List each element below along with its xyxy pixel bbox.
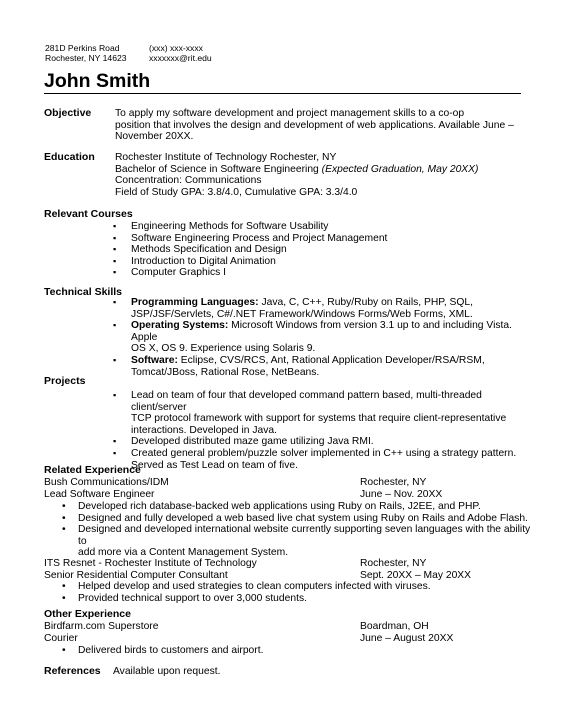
job-dates: June – Nov. 20XX <box>360 489 443 500</box>
project-text: TCP protocol framework with support for systems that require client-representative <box>131 413 507 425</box>
job-bullet-text: Designed and developed international website currently supporting seven languages with the ability to <box>78 524 531 547</box>
skill-label: Programming Languages: <box>131 297 259 308</box>
education-graduation: (Expected Graduation, May 20XX) <box>321 163 479 175</box>
job-bullet-text: add more via a Content Management System. <box>78 547 289 559</box>
job-title: Lead Software Engineer <box>44 489 155 500</box>
other-org: Birdfarm.com Superstore <box>44 621 159 632</box>
contact-city: Rochester, NY 14623 <box>45 53 127 63</box>
contact-email: xxxxxxx@rit.edu <box>149 53 212 63</box>
objective-heading: Objective <box>44 107 92 119</box>
contact-street: 281D Perkins Road <box>45 43 120 53</box>
skills-heading: Technical Skills <box>44 286 123 298</box>
education-school: Rochester Institute of Technology Rochester, NY <box>115 152 337 163</box>
skill-text: Eclipse, CVS/RCS, Ant, Rational Application Developer/RSA/RSM, <box>177 354 485 366</box>
education-degree-line <box>115 164 525 176</box>
project-item <box>131 448 531 471</box>
skill-text: OS X, OS 9. Experience using Solaris 9. <box>131 343 316 355</box>
related-heading: Related Experience <box>44 464 141 476</box>
education-concentration: Concentration: Communications <box>115 175 262 187</box>
other-title: Courier <box>44 633 78 644</box>
project-text: interactions. Developed in Java. <box>131 424 277 436</box>
references-text: Available upon request. <box>113 666 221 677</box>
job-bullet-text: Designed and fully developed a web based live chat system using Ruby on Rails and Adobe Flash. <box>78 512 528 524</box>
objective-line: position that involves the design and development of web applications. Available June – <box>115 119 514 131</box>
objective-line: November 20XX. <box>115 131 194 143</box>
course-item: ▪ Computer Graphics I <box>131 267 521 279</box>
other-location: Boardman, OH <box>360 621 429 632</box>
other-bullets <box>78 645 538 657</box>
job-org: ITS Resnet - Rochester Institute of Technology <box>44 558 257 569</box>
job-bullet <box>78 513 538 525</box>
job-bullet-text: Helped develop and used strategies to clean computers infected with viruses. <box>78 581 431 592</box>
project-text: Lead on team of four that developed command pattern based, multi-threaded client/server <box>131 390 482 413</box>
course-item: ▪ Software Engineering Process and Project Management <box>131 233 521 245</box>
resume-name: John Smith <box>44 70 151 92</box>
other-bullet <box>78 645 538 657</box>
skill-label: Operating Systems: <box>131 320 229 332</box>
job-bullet <box>78 501 538 513</box>
other-dates: June – August 20XX <box>360 633 454 644</box>
project-item <box>131 436 531 448</box>
projects-heading: Projects <box>44 375 86 387</box>
objective-line: To apply my software development and project management skills to a co-op <box>115 108 465 119</box>
contact-phone: (xxx) xxx-xxxx <box>149 43 203 53</box>
job-location: Rochester, NY <box>360 558 427 569</box>
course-item: ▪ Methods Specification and Design <box>131 244 521 256</box>
job-bullets <box>78 501 538 559</box>
job-bullet <box>78 524 538 559</box>
skill-item <box>131 320 531 355</box>
education-details <box>115 152 525 198</box>
other-bullet-text: Delivered birds to customers and airport. <box>78 645 264 656</box>
job-location: Rochester, NY <box>360 477 427 488</box>
skill-text: Microsoft Windows from version 3.1 up to and including Vista. Apple <box>131 320 512 343</box>
project-text: Created general problem/puzzle solver implemented in C++ using a strategy pattern. <box>131 447 517 459</box>
course-item: ▪ Engineering Methods for Software Usability <box>131 221 521 233</box>
project-item <box>131 390 531 436</box>
job-title: Senior Residential Computer Consultant <box>44 570 228 581</box>
job-bullets <box>78 581 538 604</box>
job-dates: Sept. 20XX – May 20XX <box>360 570 472 581</box>
skill-item <box>131 355 531 378</box>
education-heading: Education <box>44 151 95 163</box>
skill-text: Tomcat/JBoss, Rational Rose, NetBeans. <box>131 366 320 378</box>
objective-text <box>115 108 525 143</box>
skill-text: Java, C, C++, Ruby/Ruby on Rails, PHP, SQL, <box>258 297 474 308</box>
skills-list <box>131 297 531 378</box>
job-bullet <box>78 593 538 605</box>
skill-text: JSP/JSF/Servlets, C#/.NET Framework/Windows Forms/Web Forms, XML. <box>131 308 473 320</box>
job-bullet-text: Developed rich database-backed web applications using Ruby on Rails, J2EE, and PHP. <box>78 501 481 512</box>
education-degree: Bachelor of Science in Software Engineering <box>115 163 322 175</box>
contact-details <box>149 43 212 63</box>
projects-list <box>131 390 531 471</box>
course-item: ▪ Introduction to Digital Animation <box>131 256 521 268</box>
courses-heading: Relevant Courses <box>44 208 133 220</box>
job-bullet <box>78 581 538 593</box>
other-heading: Other Experience <box>44 608 131 620</box>
education-gpa: Field of Study GPA: 3.8/4.0, Cumulative GPA: 3.3/4.0 <box>115 186 358 198</box>
job-org: Bush Communications/IDM <box>44 477 169 488</box>
references-heading: References <box>44 665 101 677</box>
skill-item <box>131 297 531 320</box>
skill-label: Software: <box>131 354 178 366</box>
courses-list <box>131 221 521 279</box>
header-divider <box>44 93 521 94</box>
project-text: Developed distributed maze game utilizing Java RMI. <box>131 436 374 448</box>
contact-address <box>45 43 127 63</box>
job-bullet-text: Provided technical support to over 3,000 students. <box>78 592 307 604</box>
project-text: Served as Test Lead on team of five. <box>131 459 298 471</box>
